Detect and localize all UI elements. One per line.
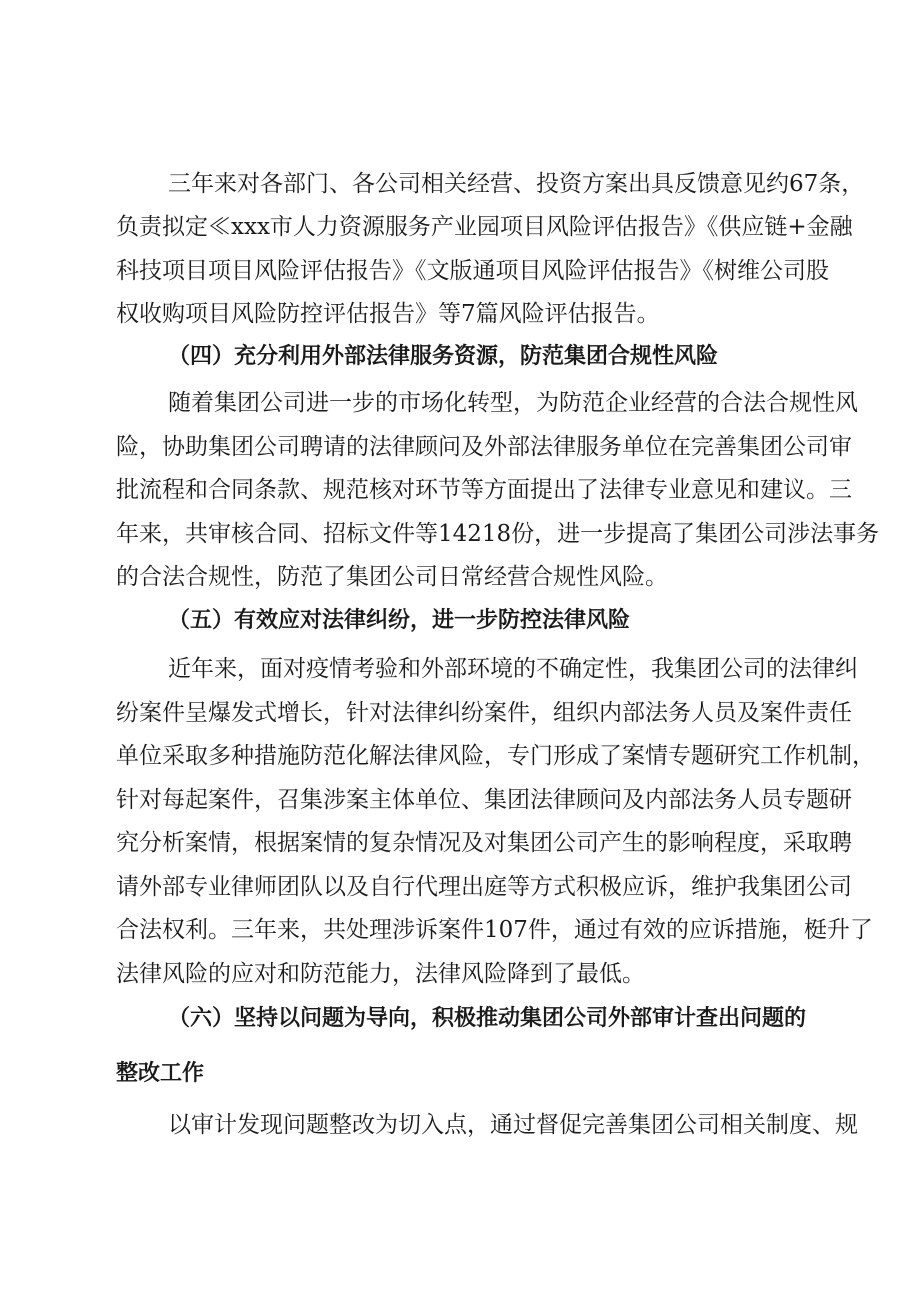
paragraph-line: 纷案件呈爆发式增长，针对法律纠纷案件，组织内部法务人员及案件责任 [116, 700, 852, 726]
section-heading: 整改工作 [116, 1061, 205, 1086]
section-heading: （六）坚持以问题为导向，积极推动集团公司外部审计查出问题的 [168, 1006, 807, 1031]
paragraph-line: 合法权利。三年来，共处理涉诉案件107件，通过有效的应诉措施，梃升了 [116, 917, 873, 943]
paragraph-line: 险，协助集团公司聘请的法律顾问及外部法律服务单位在完善集团公司审 [116, 434, 852, 460]
section-heading: （五）有效应对法律纠纷，进一步防控法律风险 [168, 608, 631, 633]
paragraph-line: 以审计发现问题整改为切入点，通过督促完善集团公司相关制度、规 [168, 1112, 858, 1138]
paragraph-line: 科技项目项目风险评估报告》《文版通项目风险评估报告》《树维公司股 [116, 258, 829, 284]
paragraph-line: 权收购项目风险防控评估报告》等7篇风险评估报告。 [116, 301, 660, 327]
paragraph-line: 请外部专业律师团队以及自行代理出庭等方式积极应诉，维护我集团公司 [116, 874, 852, 900]
section-heading: （四）充分利用外部法律服务资源，防范集团合规性风险 [168, 344, 719, 369]
paragraph-line: 法律风险的应对和防范能力，法律风险降到了最低。 [116, 961, 645, 987]
paragraph-line: 单位采取多种措施防范化解法律风险，专门形成了案情专题研究工作机制， [116, 743, 875, 769]
paragraph-line: 负责拟定≪xxx市人力资源服务产业园项目风险评估报告》《供应链+金融 [116, 214, 853, 240]
paragraph-line: 的合法合规性，防范了集团公司日常经营合规性风险。 [116, 564, 668, 590]
paragraph-line: 针对每起案件，召集涉案主体单位、集团法律顾问及内部法务人员专题研 [116, 787, 852, 813]
paragraph-line: 三年来对各部门、各公司相关经营、投资方案出具反馈意见约67条， [168, 171, 865, 197]
paragraph-line: 随着集团公司进一步的市场化转型，为防范企业经营的合法合规性风 [168, 390, 858, 416]
paragraph-line: 批流程和合同条款、规范核对环节等方面提出了法律专业意见和建议。三 [116, 477, 852, 503]
paragraph-line: 近年来，面对疫情考验和外部环境的不确定性，我集团公司的法律纠 [168, 656, 858, 682]
paragraph-line: 究分析案情，根据案情的复杂情况及对集团公司产生的影响程度，采取聘 [116, 830, 852, 856]
paragraph-line: 年来，共审核合同、招标文件等14218份，进一步提高了集团公司涉法事务 [116, 521, 880, 547]
